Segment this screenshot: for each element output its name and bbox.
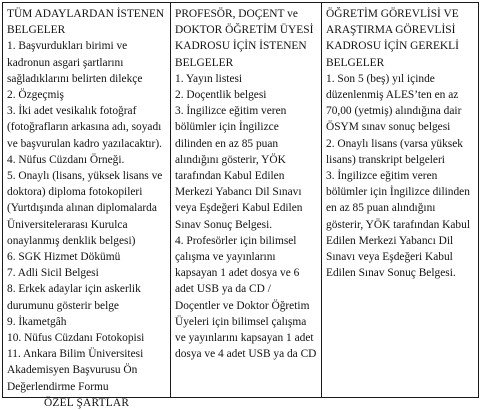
column-lecturer-research-assistant bbox=[322, 3, 479, 398]
list-item: 3. İki adet vesikalık fotoğraf (fotoğrafların arkasına adı, soyadı ve başvurulan kadro yazılacaktır). bbox=[7, 105, 162, 150]
list-item: 1. Yayın listesi bbox=[175, 72, 243, 85]
list-item: 6. SGK Hizmet Dökümü bbox=[7, 251, 121, 264]
section-heading-fragment: ÖZEL ŞARTLAR bbox=[44, 397, 130, 409]
list-item: 9. İkametgâh bbox=[7, 315, 67, 328]
column-heading: PROFESÖR, DOÇENT ve DOKTOR ÖĞRETİM ÜYESİ KADROSU İÇİN İSTENEN BELGELER bbox=[175, 8, 314, 69]
list-item: 11. Ankara Bilim Üniversitesi Akademisyen Başvurusu Ön Değerlendirme Formu bbox=[7, 348, 144, 393]
list-item: 3. İngilizce eğitim veren bölümler için İngilizce dilinden en az 85 puan alındığını gösterir, YÖK tarafından Kabul Edilen Merkezi Yabancı Dil Sınavı veya Eşdeğeri Kabul Edilen Sınav Sonuç Belgesi. bbox=[326, 170, 470, 280]
list-item: 1. Son 5 (beş) yıl içinde düzenlenmiş ALES’ten en az 70,00 (yetmiş) alındığına dair ÖSYM sınav sonuç belgesi bbox=[326, 72, 462, 134]
list-item: 8. Erkek adaylar için askerlik durumunu gösterir belge bbox=[7, 283, 141, 312]
list-item: 7. Adli Sicil Belgesi bbox=[7, 267, 99, 280]
list-item: 3. İngilizce eğitim veren bölümler için İngilizce dilinden en az 85 puan alındığını gösterir, YÖK tarafından Kabul Edilen Merkezi Yabancı Dil Sınavı veya Eşdeğeri Kabul Edilen Sınav Sonuç Belgesi. bbox=[175, 105, 303, 231]
list-item: 1. Başvurdukları birimi ve kadronun asgari şartlarını sağladıklarını belirten dilekçe bbox=[7, 40, 143, 85]
list-item: 5. Onaylı (lisans, yüksek lisans ve doktora) diploma fotokopileri (Yurtdışında alınan diplomalarda Üniversitelerarası Kurulca onaylanmış denklik belgesi) bbox=[7, 170, 163, 247]
list-item: 4. Profesörler için bilimsel çalışma ve yayınlarını kapsayan 1 adet dosya ve 6 adet USB ya da CD / Doçentler ve Doktor Öğretim Üyeleri için bilimsel çalışma ve yayınlarını kapsayan 1 adet dosya ve 4 adet USB ya da CD bbox=[175, 234, 317, 361]
requirements-table bbox=[2, 2, 479, 398]
list-item: 2. Doçentlik belgesi bbox=[175, 89, 267, 102]
column-all-candidates bbox=[3, 3, 171, 398]
column-heading: TÜM ADAYLARDAN İSTENEN BELGELER bbox=[7, 8, 165, 37]
table-row bbox=[3, 3, 479, 398]
column-heading: ÖĞRETİM GÖREVLİSİ VE ARAŞTIRMA GÖREVLİSİ KADROSU İÇİN GEREKLİ BELGELER bbox=[326, 8, 459, 69]
list-item: 2. Özgeçmiş bbox=[7, 89, 64, 102]
column-professor-docent bbox=[171, 3, 322, 398]
list-item: 4. Nüfus Cüzdanı Örneği. bbox=[7, 153, 125, 166]
list-item: 2. Onaylı lisans (varsa yüksek lisans) transkript belgeleri bbox=[326, 137, 463, 166]
list-item: 10. Nüfus Cüzdanı Fotokopisi bbox=[7, 332, 145, 345]
